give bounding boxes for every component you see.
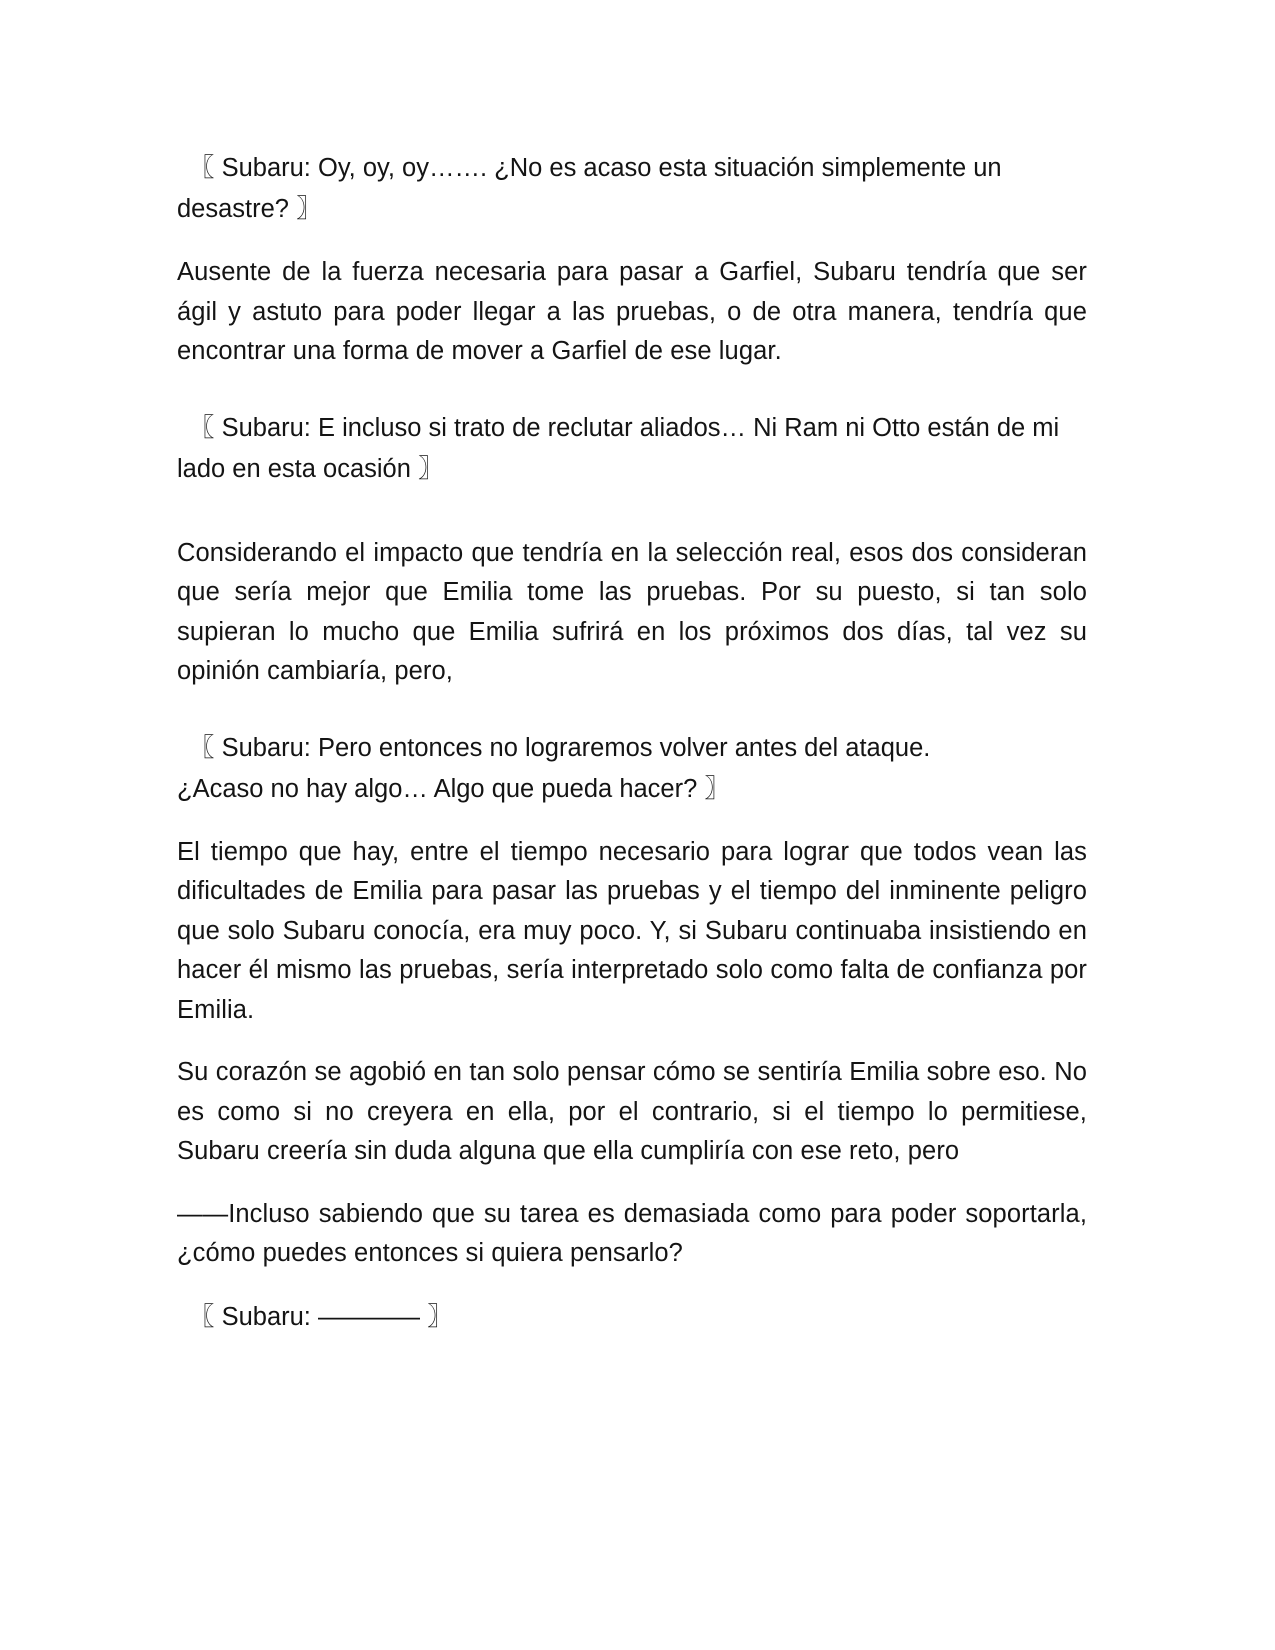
dialogue-line: lado en esta ocasión 〗 (177, 454, 444, 483)
narration-paragraph: El tiempo que hay, entre el tiempo necesario para lograr que todos vean las dificultades de Emilia para pasar las pruebas y el tiempo del inminente peligro que solo Subaru conocía, era muy poco. Y, si Subaru continuaba insistiendo en hacer él mismo las pruebas, sería interpretado solo como falta de confianza por Emilia. (177, 837, 1087, 1024)
dialogue-subaru-1 (177, 148, 1087, 230)
dialogue-subaru-4 (177, 1297, 1087, 1338)
narration-paragraph: Considerando el impacto que tendría en la selección real, esos dos consideran que sería mejor que Emilia tome las pruebas. Por su puesto, si tan solo supieran lo mucho que Emilia sufrirá en los próximos dos días, tal vez su opinión cambiaría, pero, (177, 538, 1087, 685)
narration-paragraph: ——Incluso sabiendo que su tarea es demasiada como para poder soportarla, ¿cómo puedes entonces si quiera pensarlo? (177, 1199, 1087, 1267)
dialogue-line: ¿Acaso no hay algo… Algo que pueda hacer? 〗 (177, 774, 730, 803)
narration-paragraph: Ausente de la fuerza necesaria para pasar a Garfiel, Subaru tendría que ser ágil y astuto para poder llegar a las pruebas, o de otra manera, tendría que encontrar una forma de mover a Garfiel de ese lugar. (177, 258, 1087, 365)
dialogue-subaru-2 (177, 408, 1087, 490)
dialogue-line: 〖 Subaru: Oy, oy, oy……. ¿No es acaso esta situación simplemente un (189, 154, 1002, 182)
document-page (177, 148, 1087, 1361)
narration-paragraph: Su corazón se agobió en tan solo pensar cómo se sentiría Emilia sobre eso. No es como si no creyera en ella, por el contrario, si el tiempo lo permitiese, Subaru creería sin duda alguna que ella cumpliría con ese reto, pero (177, 1058, 1087, 1165)
dialogue-line: 〖 Subaru: E incluso si trato de reclutar aliados… Ni Ram ni Otto están de mi (189, 413, 1060, 442)
dialogue-subaru-3 (177, 728, 1087, 810)
dialogue-line: 〖 Subaru: Pero entonces no lograremos volver antes del ataque. (189, 733, 931, 762)
dialogue-line: desastre? 〗 (177, 195, 322, 223)
dialogue-line: 〖 Subaru: ———— 〗 (189, 1302, 453, 1331)
